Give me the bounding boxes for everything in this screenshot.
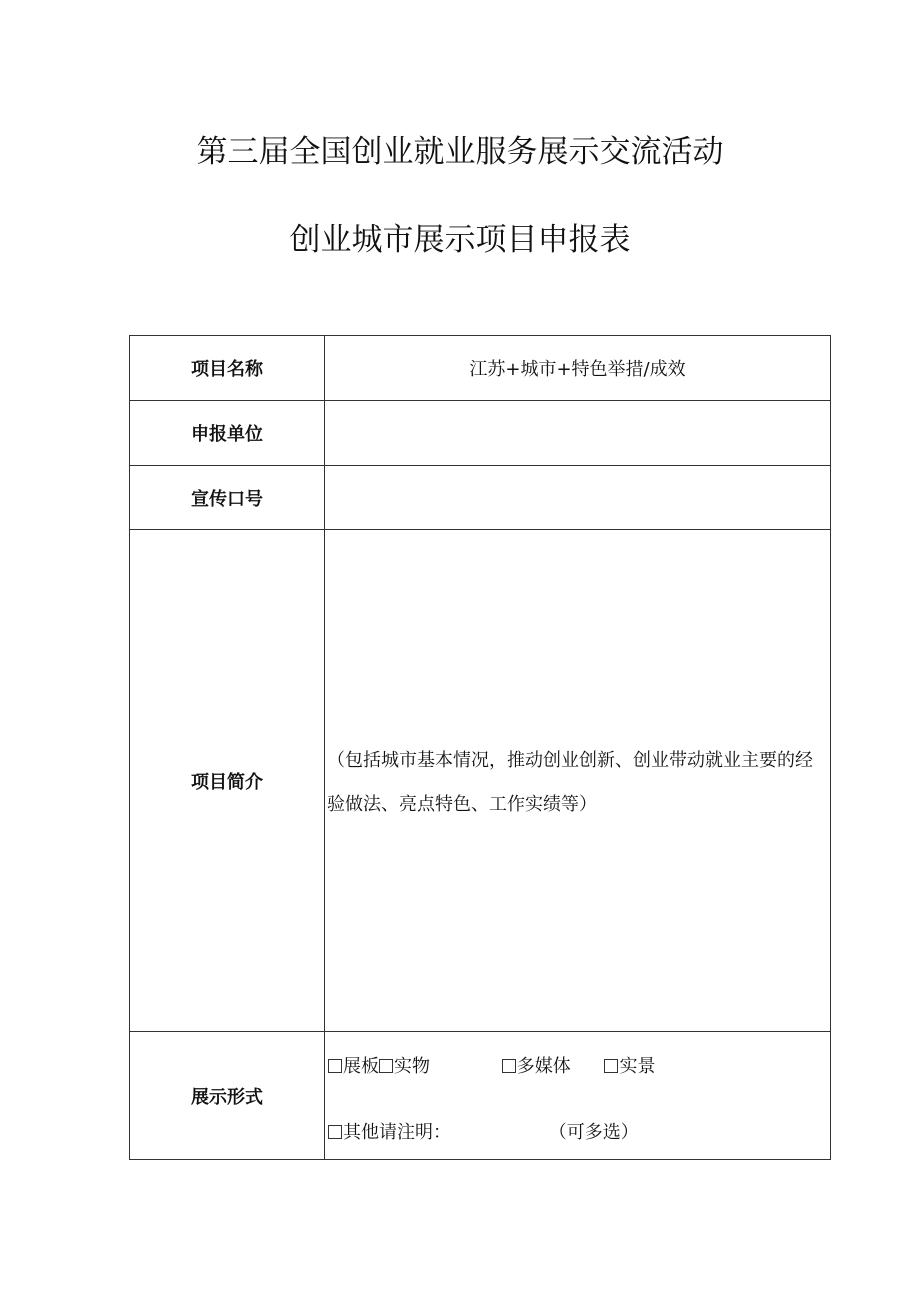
table-row-display-format <box>130 1032 831 1160</box>
form-title-line-1: 第三届全国创业就业服务展示交流活动 <box>196 134 724 170</box>
slogan-field[interactable] <box>325 466 831 530</box>
project-name-label: 项目名称 <box>130 336 325 401</box>
physical-checkbox[interactable] <box>379 1059 393 1073</box>
form-title-line-2: 创业城市展示项目申报表 <box>289 222 631 258</box>
multimedia-checkbox[interactable] <box>502 1059 516 1073</box>
board-option-label: 展板 <box>343 1056 379 1077</box>
table-row-project-intro <box>130 530 831 1032</box>
multi-select-note: （可多选） <box>548 1122 639 1143</box>
table-row-applicant <box>130 401 831 466</box>
option-multimedia <box>502 1052 571 1078</box>
display-format-label: 展示形式 <box>130 1032 325 1160</box>
other-checkbox[interactable] <box>328 1125 342 1139</box>
live-scene-checkbox[interactable] <box>604 1059 618 1073</box>
board-checkbox[interactable] <box>328 1059 342 1073</box>
multimedia-option-label: 多媒体 <box>516 1056 571 1077</box>
display-format-options <box>325 1032 831 1160</box>
option-board-physical <box>328 1052 430 1078</box>
application-form-table <box>129 335 831 1160</box>
project-intro-hint: （包括城市基本情况，推动创业创新、创业带动就业主要的经验做法、亮点特色、工作实绩等） <box>327 749 813 815</box>
project-name-field[interactable]: 江苏+城市+特色举措/成效 <box>325 336 831 401</box>
display-options-line-1 <box>328 1052 655 1078</box>
slogan-label: 宣传口号 <box>130 466 325 530</box>
table-row-project-name <box>130 336 831 401</box>
live-scene-option-label: 实景 <box>619 1056 656 1077</box>
display-options-line-2 <box>328 1118 639 1144</box>
option-live-scene <box>604 1052 655 1078</box>
project-intro-label: 项目简介 <box>130 530 325 1032</box>
table-row-slogan <box>130 466 831 530</box>
option-other <box>328 1118 451 1144</box>
applicant-label: 申报单位 <box>130 401 325 466</box>
project-intro-field[interactable] <box>325 530 831 1032</box>
applicant-field[interactable] <box>325 401 831 466</box>
other-option-label: 其他请注明： <box>343 1122 451 1143</box>
physical-option-label: 实物 <box>394 1056 430 1077</box>
